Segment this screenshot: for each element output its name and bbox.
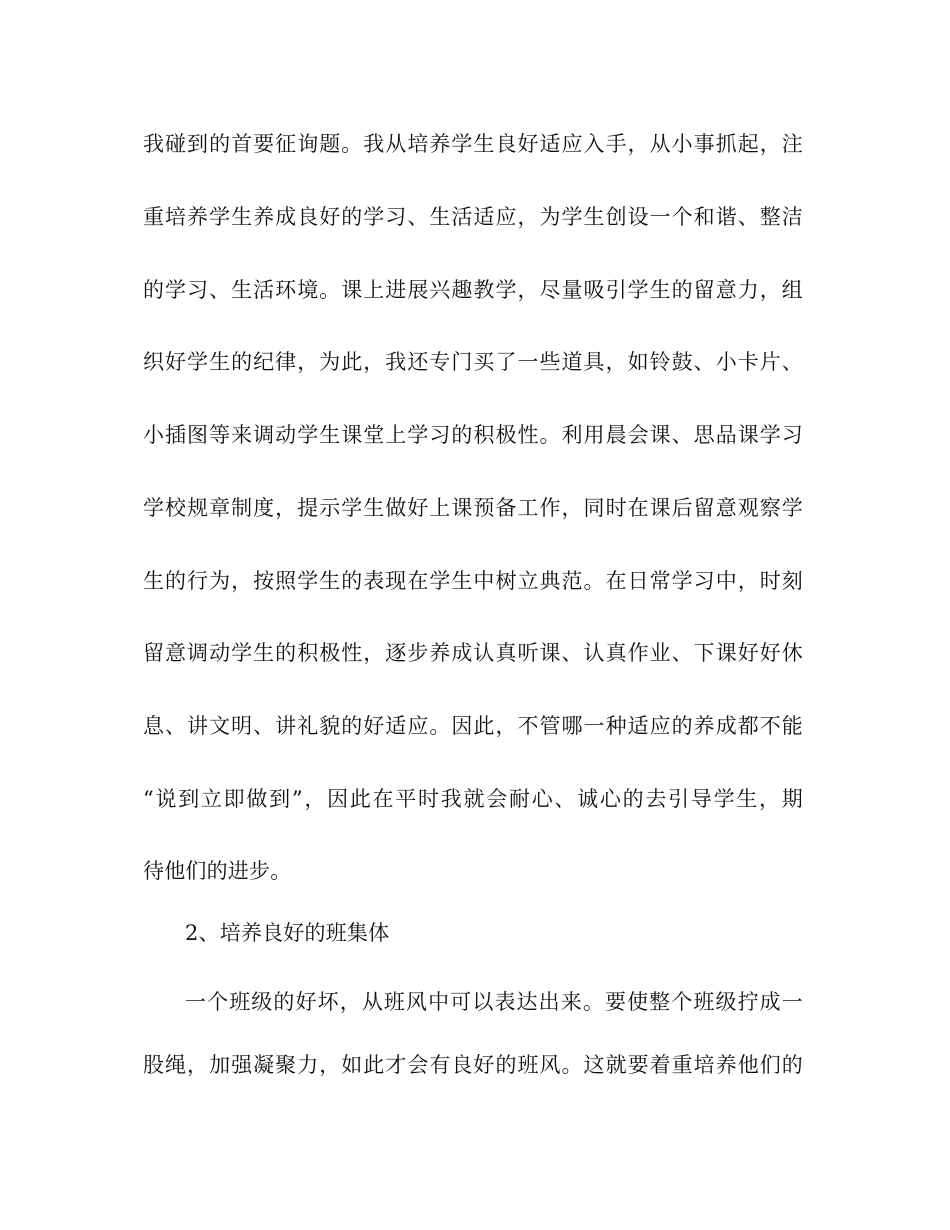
text-line: 息、讲文明、讲礼貌的好适应。因此，不管哪一种适应的养成都不能 [143,714,803,738]
text-line: 的学习、生活环境。课上进展兴趣教学，尽量吸引学生的留意力，组 [143,278,803,302]
text-line: 重培养学生养成良好的学习、生活适应，为学生创设一个和谐、整洁 [143,205,803,229]
text-line: 织好学生的纪律，为此，我还专门买了一些道具，如铃鼓、小卡片、 [143,350,803,374]
text-line: 一个班级的好坏，从班风中可以表达出来。要使整个班级拧成一 [185,990,803,1014]
section-heading: 2、培养良好的班集体 [185,921,390,945]
text-line: 生的行为，按照学生的表现在学生中树立典范。在日常学习中，时刻 [143,569,803,593]
text-line: 学校规章制度，提示学生做好上课预备工作，同时在课后留意观察学 [143,496,803,520]
text-line: 小插图等来调动学生课堂上学习的积极性。利用晨会课、思品课学习 [143,423,803,447]
text-line: 股绳，加强凝聚力，如此才会有良好的班风。这就要着重培养他们的 [143,1053,803,1077]
text-line: 我碰到的首要征询题。我从培养学生良好适应入手，从小事抓起，注 [143,132,803,156]
text-line: “说到立即做到”，因此在平时我就会耐心、诚心的去引导学生，期 [143,787,803,811]
text-line: 待他们的进步。 [143,859,292,883]
text-line: 留意调动学生的积极性，逐步养成认真听课、认真作业、下课好好休 [143,641,803,665]
